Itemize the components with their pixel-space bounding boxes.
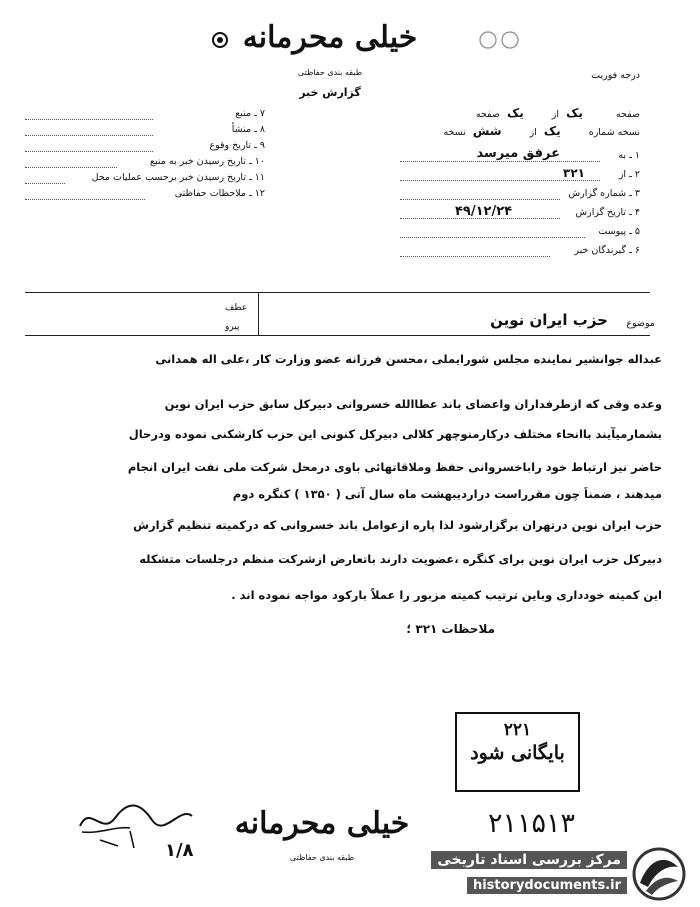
classification-subtitle: طبقه بندی حفاظتی <box>297 68 363 77</box>
remarks: ملاحظات ۳۲۱ ؛ <box>406 622 495 636</box>
field-security-notes: ۱۲ ـ ملاحظات حفاظتی <box>25 188 265 204</box>
subject-label: موضوع <box>626 318 655 329</box>
field-recipients: ۶ ـ گیرندگان خبر <box>400 243 640 262</box>
stamp-number: ۲۲۱ <box>503 720 532 740</box>
signature-date: ۱/۸ <box>165 840 194 861</box>
emblem-mark <box>210 30 230 50</box>
divider-ref-vertical <box>258 292 259 335</box>
field-source: ۷ ـ منبع <box>25 108 265 124</box>
urgency-label: درجه فوریت <box>591 70 640 81</box>
footer-classification: خیلی محرمانه <box>234 806 410 841</box>
field-report-number: ۳ ـ شماره گزارش <box>400 186 640 205</box>
stamp-text: بایگانی شود <box>470 742 565 764</box>
watermark-org-name: مرکز بررسی اسناد تاریخی <box>431 851 627 869</box>
footer-classification-subtitle: طبقه بندی حفاظتی <box>289 853 355 862</box>
left-fields <box>25 108 265 204</box>
ref-label-2: پیرو <box>225 322 240 332</box>
copy-info-row: نسخه شماره یک از شش نسخه <box>443 124 640 138</box>
field-report-date: ۴ ـ تاریخ گزارش ۴۹/۱۲/۲۴ <box>400 205 640 224</box>
ref-label-1: عطف <box>225 303 248 313</box>
body-line: وعده وقی که ازطرفداران واعضای باند عطاالله خسروانی دبیرکل سابق حزب ایران نوین <box>164 397 662 411</box>
divider-subject <box>25 335 650 336</box>
body-line: این کمیته خودداری وباین ترتیب کمیته مزبور را عملاً بارکود مواجه نموده اند . <box>231 588 662 602</box>
body-line: بشمارمیآیند باانحاء مختلف درکارمنوچهر کلالی دبیرکل کنونی این حزب کارشکنی نموده ودرحال <box>128 427 662 441</box>
field-date-received-local: ۱۱ ـ تاریخ رسیدن خبر برحسب عملیات محل <box>25 172 265 188</box>
watermark <box>402 845 692 903</box>
page-info-row: صفحه یک از یک صفحه <box>475 106 640 120</box>
field-from: ۲ ـ از ۳۲۱ <box>400 167 640 186</box>
field-date-received-source: ۱۰ ـ تاریخ رسیدن خبر به منبع <box>25 156 265 172</box>
punch-hole-marks <box>478 30 523 50</box>
body-line: دبیرکل حزب ایران نوین برای کنگره ،عضویت دارند باتعارض ازشرکت منظم درجلسات متشکله <box>139 552 662 566</box>
classification-title: خیلی محرمانه <box>242 20 418 55</box>
archive-stamp <box>455 712 580 792</box>
body-line: میدهند ، ضمناً چون مقرراست دراردیبهشت ماه سال آتی ( ۱۳۵۰ ) کنگره دوم <box>232 487 662 501</box>
right-fields <box>400 148 640 262</box>
report-title: گزارش خبر <box>299 86 361 99</box>
field-attachment: ۵ ـ پیوست <box>400 224 640 243</box>
body-line: عبداله جوانشیر نماینده مجلس شورایملی ،محسن فرزانه عضو وزارت کار ،علی اله همدانی <box>155 352 662 366</box>
watermark-logo-icon <box>632 847 686 901</box>
subject-value: حزب ایران نوین <box>490 311 608 329</box>
field-origin: ۸ ـ منشأ <box>25 124 265 140</box>
field-occurrence-date: ۹ ـ تاریخ وقوع <box>25 140 265 156</box>
signature <box>70 796 220 856</box>
watermark-site: historydocuments.ir <box>467 877 627 894</box>
body-line: حاضر نیز ارتباط خود راباخسروانی حفظ وملاقاتهائی باوی درمحل شرکت ملی نفت ایران انجام <box>127 460 662 474</box>
divider-top <box>25 292 650 293</box>
field-to: ۱ ـ به عرفق میرسد <box>400 148 640 167</box>
body-line: حزب ایران نوین درتهران برگزارشود لذا پاره ازعوامل باند خسروانی که درکمیته تنظیم گزارش <box>133 518 662 532</box>
archive-number: ۲۱۱۵۱۳ <box>488 808 576 839</box>
